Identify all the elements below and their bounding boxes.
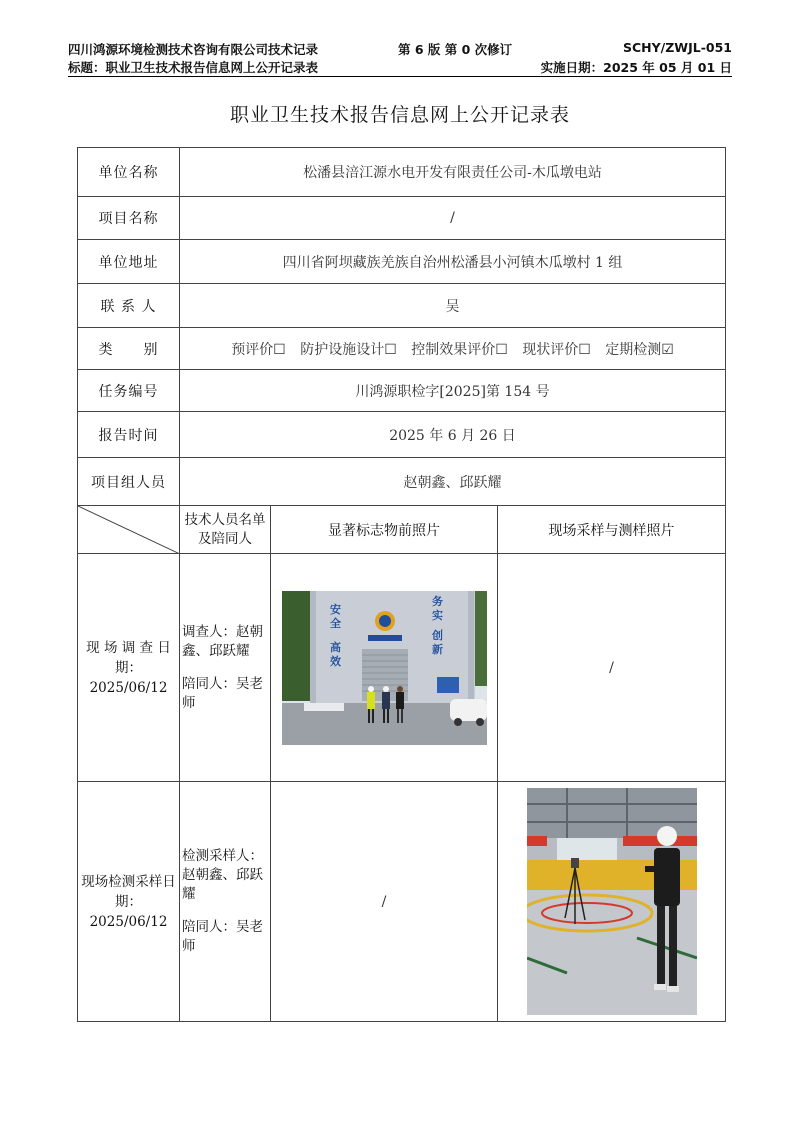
label-unit-name: 单位名称 [78,148,180,197]
page-title: 职业卫生技术报告信息网上公开记录表 [229,104,570,126]
header-sampling-photo: 现场采样与测样照片 [498,506,726,554]
detection-landmark-photo: / [271,782,498,1022]
label-task-number: 任务编号 [78,370,180,412]
row-contact [78,284,726,328]
svg-text:实: 实 [431,608,443,622]
value-unit-name: 松潘县涪江源水电开发有限责任公司-木瓜墩电站 [180,148,726,197]
label-report-time: 报告时间 [78,412,180,458]
landmark-photo [282,591,487,745]
header-divider [68,76,732,77]
row-address [78,240,726,284]
value-address: 四川省阿坝藏族羌族自治州松潘县小河镇木瓜墩村 1 组 [180,240,726,284]
sampling-photo-cell [498,782,726,1022]
detection-staff [180,782,271,1022]
value-category [180,328,726,370]
value-project-name: / [180,197,726,240]
header-landmark-photo: 显著标志物前照片 [271,506,498,554]
detection-companion: 陪同人：吴老师 [182,919,263,954]
survey-date: 现 场 调 查 日 期：2025/06/12 [78,554,180,782]
detection-date-cell [78,782,180,1022]
survey-companion: 陪同人：吴老师 [182,675,263,711]
svg-text:全: 全 [329,616,341,630]
label-team: 项目组人员 [78,458,180,506]
label-category: 类 别 [78,328,180,370]
effective-date: 实施日期：2025 年 05 月 01 日 [540,60,732,75]
value-task-number: 川鸿源职检字[2025]第 154 号 [180,370,726,412]
row-team [78,458,726,506]
row-task-number [78,370,726,412]
svg-text:务: 务 [431,594,443,608]
detection-date-label: 现场检测采样日期： [81,873,176,910]
detection-date: 2025/06/12 [89,913,168,930]
investigator: 调查人：赵朝鑫、邱跃耀 [182,623,263,659]
company-name: 四川鸿源环境检测技术咨询有限公司技术记录 [68,42,319,57]
diagonal-line [78,506,180,554]
svg-text:创: 创 [431,628,443,642]
value-report-time: 2025 年 6 月 26 日 [180,412,726,458]
doc-code: SCHY/ZWJL-051 [622,40,732,55]
row-survey [78,554,726,782]
landmark-photo-cell [271,554,498,782]
record-table [77,147,726,1022]
svg-text:新: 新 [431,642,443,656]
checkbox-protection-design[interactable]: 防护设施设计☐ [300,341,397,358]
sampling-photo [527,788,697,1015]
value-team: 赵朝鑫、邱跃耀 [180,458,726,506]
row-unit-name [78,148,726,197]
version-info: 第 6 版 第 0 次修订 [398,42,513,57]
svg-text:高: 高 [329,640,341,654]
label-address: 单位地址 [78,240,180,284]
row-report-time [78,412,726,458]
diagonal-header-cell [78,506,180,554]
checkbox-status-evaluation[interactable]: 现状评价☐ [522,341,591,358]
label-project-name: 项目名称 [78,197,180,240]
row-category [78,328,726,370]
svg-text:安: 安 [329,602,341,616]
row-project-name [78,197,726,240]
row-photo-header [78,506,726,554]
header-staff: 技术人员名单及陪同人 [180,506,271,554]
doc-subject: 标题：职业卫生技术报告信息网上公开记录表 [68,60,319,75]
value-contact: 吴 [180,284,726,328]
checkbox-periodic-detection[interactable]: 定期检测☑ [605,341,674,358]
label-contact: 联 系 人 [78,284,180,328]
survey-staff [180,554,271,782]
checkbox-control-effect[interactable]: 控制效果评价☐ [411,341,508,358]
svg-text:效: 效 [329,654,341,668]
row-detection [78,782,726,1022]
sampler: 检测采样人：赵朝鑫、邱跃耀 [182,848,263,902]
survey-sampling-photo: / [498,554,726,782]
checkbox-pre-evaluation[interactable]: 预评价☐ [231,341,286,358]
